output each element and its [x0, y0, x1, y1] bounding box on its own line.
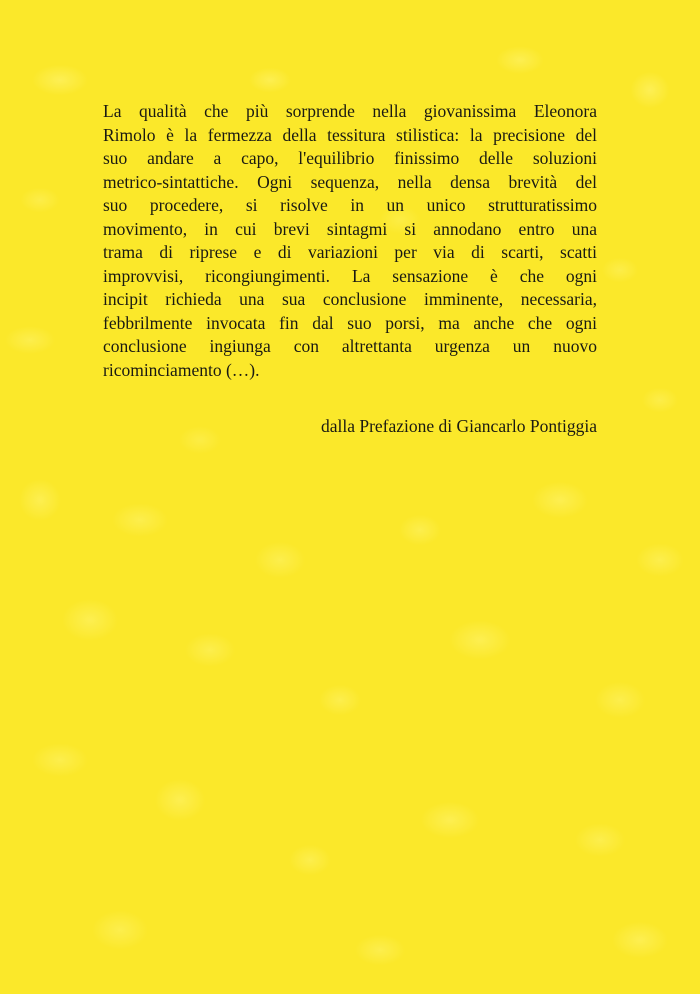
preface-quote [103, 100, 597, 382]
quote-line: improvvisi, ricongiungimenti. La sensazione è che ogni [103, 265, 597, 286]
quote-line: La qualità che più sorprende nella giovanissima Eleonora [103, 101, 597, 121]
quote-line: ricominciamento (…). [103, 359, 260, 380]
quote-line: trama di riprese e di variazioni per via di scarti, scatti [103, 242, 597, 262]
quote-line: incipit richieda una sua conclusione imminente, necessaria, [103, 289, 597, 309]
quote-line: conclusione ingiunga con altrettanta urgenza un nuovo [103, 336, 597, 356]
quote-attribution: dalla Prefazione di Giancarlo Pontiggia [320, 416, 597, 436]
quote-line: suo andare a capo, l'equilibrio finissimo delle soluzioni [103, 148, 597, 168]
quote-line: suo procedere, si risolve in un unico strutturatissimo [103, 195, 597, 215]
quote-line: Rimolo è la fermezza della tessitura stilistica: la precisione del [103, 124, 597, 145]
quote-line: metrico-sintattiche. Ogni sequenza, nella densa brevità del [103, 171, 597, 192]
quote-line: movimento, in cui brevi sintagmi si annodano entro una [103, 218, 597, 239]
quote-line: febbrilmente invocata fin dal suo porsi, ma anche che ogni [103, 312, 597, 333]
